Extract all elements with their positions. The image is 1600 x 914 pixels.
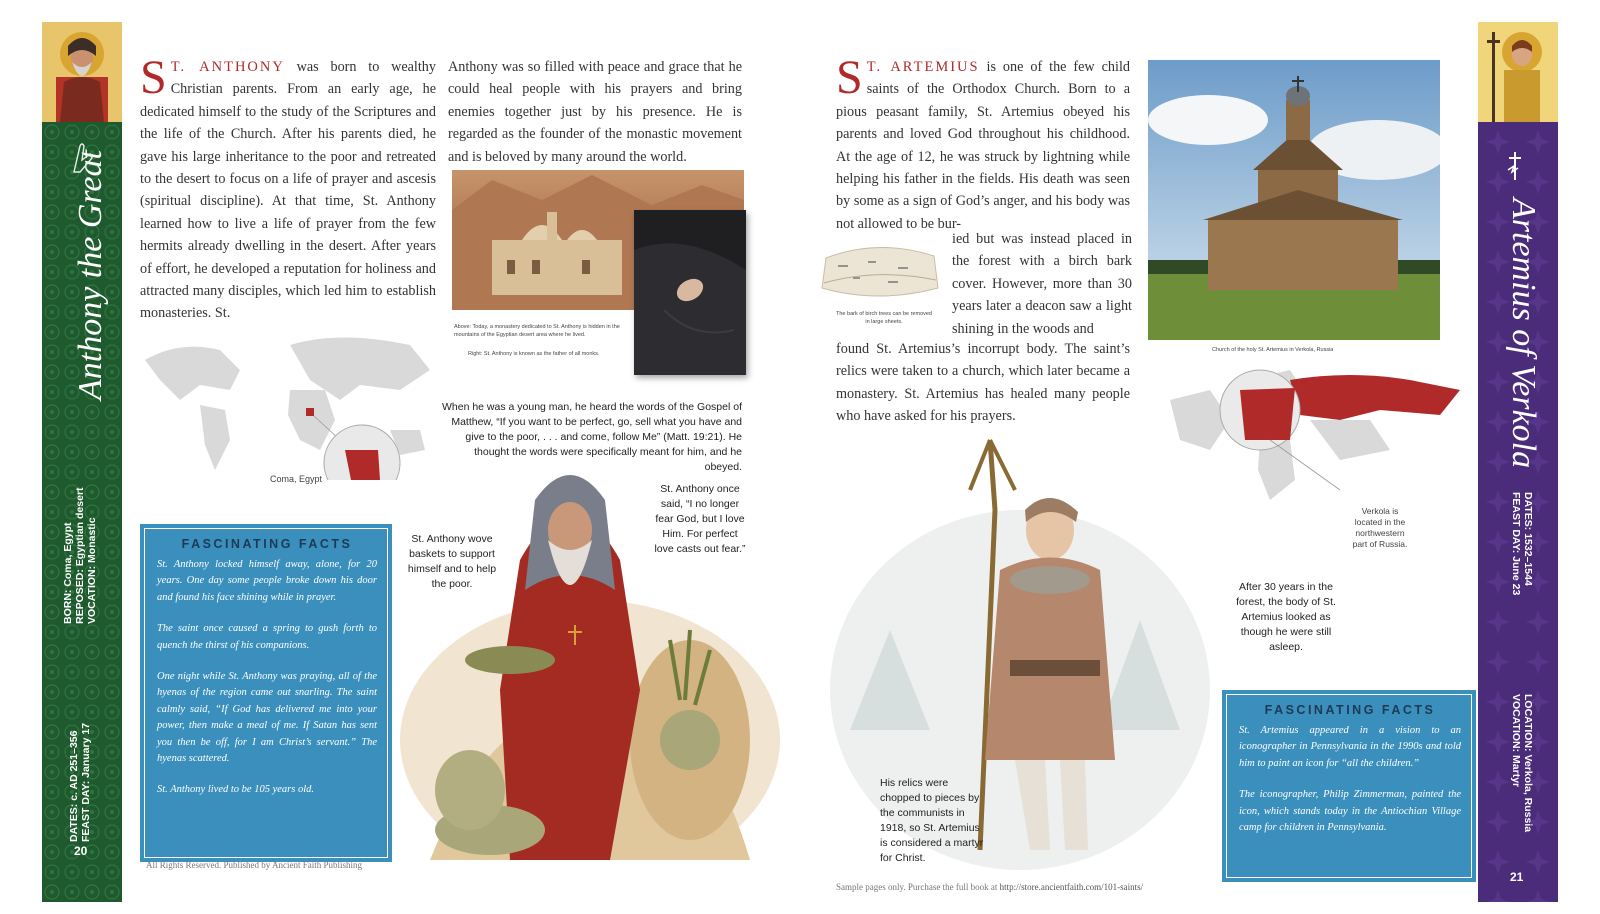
fact-item: St. Anthony lived to be 105 years old. <box>157 784 314 796</box>
church-photo <box>1148 60 1440 340</box>
feast-day-text: FEAST DAY: June 23 <box>1510 492 1522 596</box>
reposed-text: REPOSED: Egyptian desert <box>74 487 86 624</box>
sidebar-dates-meta <box>68 723 92 842</box>
baskets-caption: St. Anthony wove baskets to support himself and to help the poor. <box>407 533 497 590</box>
left-sidebar <box>42 22 122 902</box>
sidebar-bio-meta <box>1510 694 1534 832</box>
coma-egypt-map-label: Coma, Egypt <box>270 474 323 484</box>
saint-name-smallcaps: T. ANTHONY <box>170 59 285 75</box>
anthony-column-2: Anthony was so filled with peace and grace that he could heal people with his prayers and bring enemies together just by his presence. He is regarded as the founder of the monastic movement and is beloved by many around the world. <box>448 59 742 165</box>
church-photo-caption: Church of the holy St. Artemius in Verkola, Russia <box>1212 347 1334 353</box>
location-text: LOCATION: Verkola, Russia <box>1522 694 1534 833</box>
fact-item: The saint once caused a spring to gush forth to quench the thirst of his companions. <box>157 623 377 651</box>
sidebar-saint-name: Artemius of Verkola <box>1505 198 1542 469</box>
verkola-map-label: Verkola is located in the northwestern part of Russia. <box>1352 506 1408 549</box>
facts-heading: FASCINATING FACTS <box>1264 703 1436 717</box>
dates-text: DATES: 1532–1544 <box>1522 492 1534 586</box>
drop-cap: S <box>836 51 863 104</box>
birch-bark-image <box>818 238 942 304</box>
lightning-cross-icon <box>1504 150 1526 182</box>
artemius-text-wrap: ied but was instead placed in the forest with a birch bark cover. However, more than 30 years later a deacon saw a light shining in the woods and <box>952 231 1132 337</box>
vocation-text: VOCATION: Monastic <box>86 517 98 624</box>
russia-world-map <box>1170 360 1470 510</box>
fact-item: St. Artemius appeared in a vision to an iconographer in Pennsylvania in the 1990s and told him to paint an icon for “all the children.” <box>1239 725 1461 769</box>
monk-robe-photo <box>634 210 746 375</box>
right-sidebar <box>1478 22 1558 902</box>
artemius-text-top <box>836 51 1130 235</box>
fact-item: One night while St. Anthony was praying, all of the hyenas of the region came out snarling. The saint calmly said, “If God has delivered me into your power, then make a meal of me. If Satan has sent you then be off, for I am Christ’s servant.” The hyenas scattered. <box>157 671 377 765</box>
anthony-icon-portrait <box>42 22 122 122</box>
artemius-bio-text: is one of the few child saints of the Orthodox Church. Born to a pious peasant family, St. Artemius obeyed his parents and loved God throughout his childhood. At the age of 12, he was struck by lightning while helping his father in the fields. His death was seen by some as a sign of God’s anger, and his body was not allowed to be bur- <box>836 59 1130 232</box>
monastery-photo-caption: Above: Today, a monastery dedicated to St. Anthony is hidden in the mountains of the Egyptian desert area where he lived. <box>454 324 620 338</box>
anthony-bio-text: was born to wealthy Christian parents. From an early age, he dedicated himself to the study of the Scriptures and the life of the Church. After his parents died, he gave his large inheritance to the poor and retreated to the desert to focus on a life of prayer and ascesis (spiritual discipline). At that time, St. Anthony learned how to live a life of prayer from the few hermits already dwelling in the desert. After years of effort, he developed a reputation for holiness and attracted many disciples, which led him to establish monasteries. St. <box>140 59 436 322</box>
footer-text: Sample pages only. Purchase the full book at <box>836 882 1000 892</box>
artemius-text-bottom: found St. Artemius’s incorrupt body. The saint’s relics were taken to a church, which later became a monastery. St. Artemius has healed many people who have asked for his prayers. <box>836 341 1130 425</box>
fact-item: The iconographer, Philip Zimmerman, painted the icon, which stands today in the Antiochian Village camp for children in Pennsylvania. <box>1239 789 1461 834</box>
sidebar-saint-name: Anthony the Great <box>72 150 109 400</box>
born-text: BORN: Coma, Egypt <box>62 522 74 624</box>
sidebar-dates-meta <box>1510 492 1534 595</box>
saint-name-smallcaps: T. ARTEMIUS <box>866 59 980 75</box>
facts-heading: FASCINATING FACTS <box>181 537 353 551</box>
page-number-right: 21 <box>1510 870 1524 884</box>
artemius-icon-portrait <box>1478 22 1558 122</box>
feast-day-text: FEAST DAY: January 17 <box>80 722 92 842</box>
anthony-column-1 <box>140 51 436 325</box>
anthony-fascinating-facts <box>140 524 392 862</box>
artemius-fascinating-facts <box>1222 690 1476 882</box>
anthony-saying-caption: St. Anthony once said, “I no longer fear God, but I love Him. For perfect love casts out fear.” <box>654 483 746 555</box>
incorrupt-body-caption: After 30 years in the forest, the body of St. Artemius looked as though he were still asleep. <box>1236 581 1336 653</box>
birch-bark-caption: The bark of birch trees can be removed in large sheets. <box>836 311 932 325</box>
relics-caption: His relics were chopped to pieces by the communists in 1918, so St. Artemius is considered a martyr for Christ. <box>880 777 984 864</box>
praying-hands-icon <box>66 140 96 174</box>
monk-photo-caption: Right: St. Anthony is known as the father of all monks. <box>468 351 600 357</box>
drop-cap: S <box>140 51 167 104</box>
fact-item: St. Anthony locked himself away, alone, for 20 years. One day some people broke down his door and found his face shining while in prayer. <box>157 559 377 603</box>
page-number-left: 20 <box>74 844 88 858</box>
vocation-text: VOCATION: Martyr <box>1510 694 1522 788</box>
right-footer <box>836 882 1143 892</box>
gospel-quote-caption: When he was a young man, he heard the words of the Gospel of Matthew, “If you want to be perfect, go, sell what you have and give to the poor, . . . and come, follow Me” (Matt. 19:21). He thought the words were specifically meant for him, and he obeyed. <box>441 401 742 473</box>
sidebar-bio-meta <box>62 487 98 624</box>
store-link[interactable]: http://store.ancientfaith.com/101-saints/ <box>999 882 1144 892</box>
dates-text: DATES: c. AD 251–356 <box>68 730 80 842</box>
left-footer: All Rights Reserved. Published by Ancient Faith Publishing <box>146 860 362 870</box>
